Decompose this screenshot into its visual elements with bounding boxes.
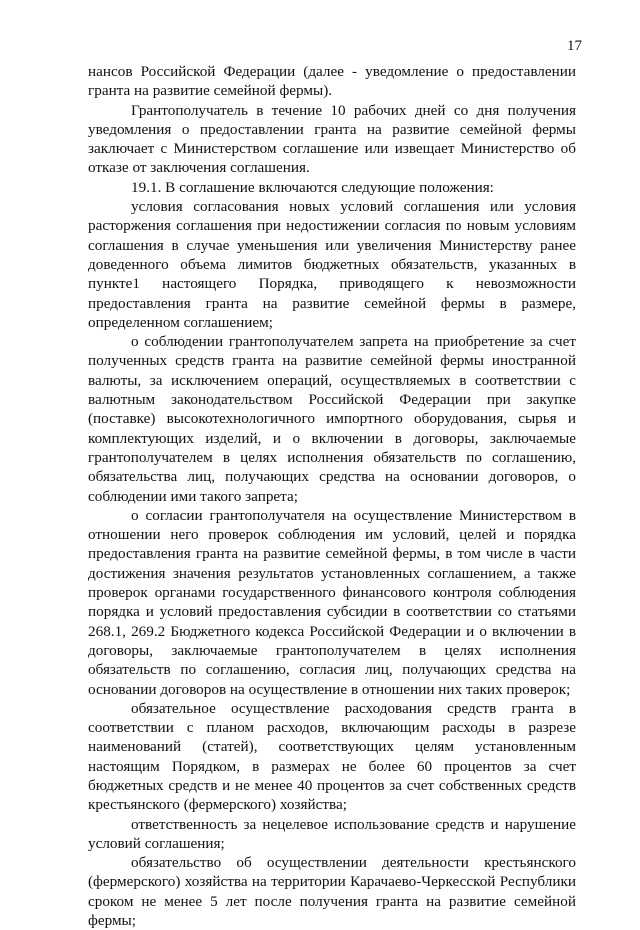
paragraph-agreement-conclusion: Грантополучатель в течение 10 рабочих дней со дня получения уведомления о предоставлении гранта на развитие семейной фермы заключает с Министерством соглашение или извещает Министерство об отказе от заключения соглашения. [88,101,576,177]
paragraph-continuation: нансов Российской Федерации (далее - уведомление о предоставлении гранта на развитие семейной фермы). [88,63,576,100]
paragraph-liability: ответственность за нецелевое использование средств и нарушение условий соглашения; [88,815,576,852]
page-number: 17 [567,38,582,54]
paragraph-spending-plan: обязательное осуществление расходования средств гранта в соответствии с планом расходов, включающим расходы в разрезе наименований (статей), соответствующих целям установленным настоящим Порядком, в размерах не более 60 процентов за счет бюджетных средств и не менее 40 процентов за счет собственных средств крестьянского (фермерского) хозяйства; [88,699,576,814]
paragraph-renegotiation-terms: условия согласования новых условий соглашения или условия расторжения соглашения при недостижении согласия по новым условиям соглашения в случае уменьшения или увеличения Министерству ранее доведенного объема лимитов бюджетных обязательств, указанных в пункте1 настоящего Порядка, приводящего к невозможности предоставления гранта на развитие семейной фермы в размере, определенном соглашением; [88,198,576,331]
paragraph-currency-ban: о соблюдении грантополучателем запрета на приобретение за счет полученных средств гранта на развитие семейной фермы иностранной валюты, за исключением операций, осуществляемых в соответствии с валютным законодательством Российской Федерации при закупке (поставке) высокотехнологичного импортного оборудования, сырья и комплектующих изделий, и о включении в договоры, заключаемые грантополучателем в целях исполнения обязательств по соглашению, обязательства лиц, получающих средства на основании договоров, о соблюдении ими такого запрета; [88,333,576,505]
paragraph-activity-obligation: обязательство об осуществлении деятельности крестьянского (фермерского) хозяйства на территории Карачаево-Черкесской Республики сроком не менее 5 лет после получения гранта на развитие семейной фермы; [88,854,576,930]
paragraph-inspection-consent: о согласии грантополучателя на осуществление Министерством в отношении него проверок соблюдения им условий, целей и порядка предоставления гранта на развитие семейной фермы, в том числе в части достижения значения результатов установленных соглашением, а также проверок органами государственного финансового контроля соблюдения порядка и условий предоставления субсидии в соответствии со статьями 268.1, 269.2 Бюджетного кодекса Российской Федерации и о включении в договоры, заключаемые грантополучателем в целях исполнения обязательств по соглашению, согласия лиц, получающих средства на основании договоров на осуществление в отношении них таких проверок; [88,506,576,698]
document-body [88,62,576,930]
paragraph-clause-19-1: 19.1. В соглашение включаются следующие положения: [131,178,494,196]
